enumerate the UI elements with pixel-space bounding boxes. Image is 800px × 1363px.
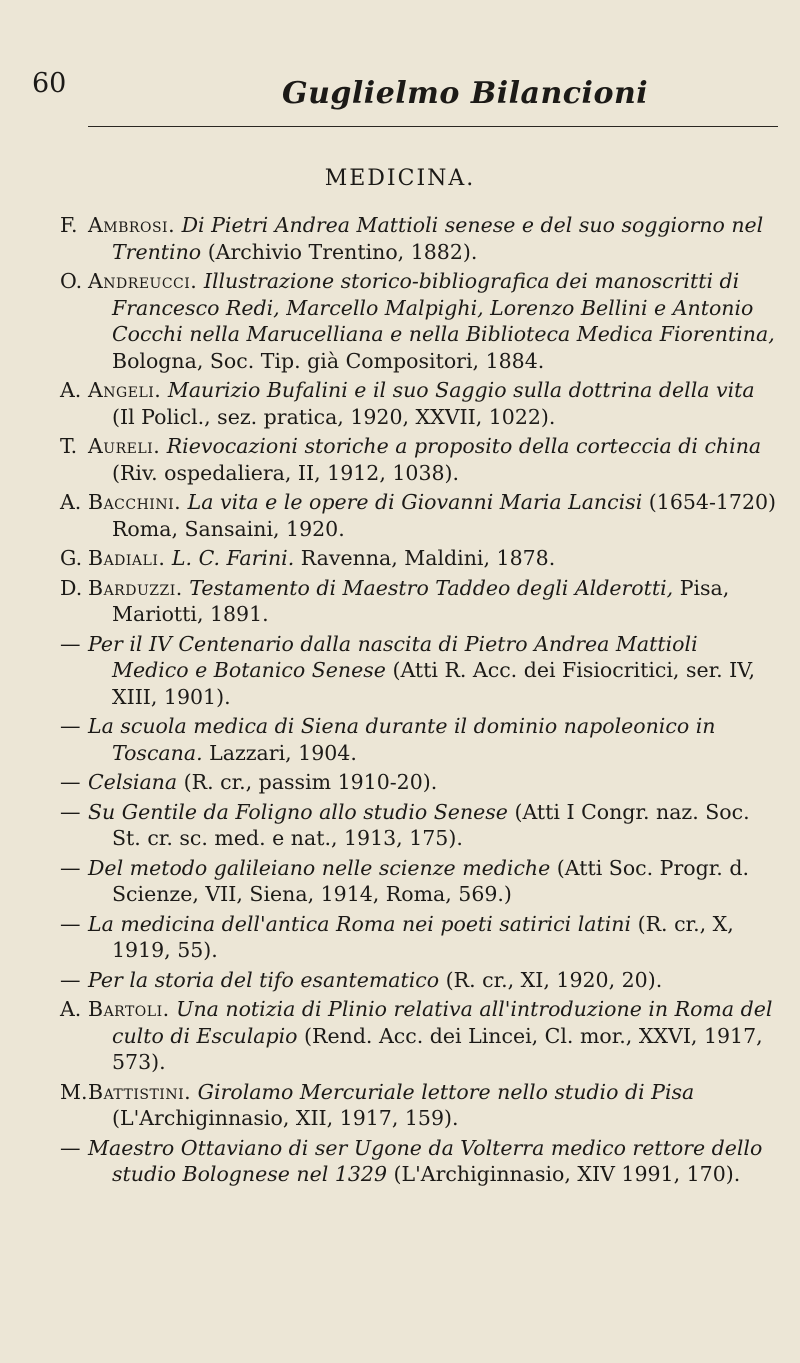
entry-details: (Il Policl., sez. pratica, 1920, XXVII, 1022).: [112, 404, 556, 429]
entry-title: Celsiana: [88, 770, 178, 794]
bibliography-entry: [60, 575, 780, 628]
entry-prefix: G.: [60, 546, 83, 570]
entry-prefix: —: [60, 855, 81, 880]
entry-author: Bacchini.: [88, 490, 182, 514]
entry-title: La scuola medica di Siena durante il dominio napoleonico in Toscana.: [88, 714, 716, 765]
entry-author: Angeli.: [88, 378, 162, 402]
bibliography-entry: [60, 433, 780, 486]
entry-prefix: A.: [60, 490, 82, 514]
entry-details: Pisa, Mariotti, 1891.: [112, 575, 730, 626]
bibliography-entry: [60, 713, 780, 766]
entry-prefix: —: [60, 770, 81, 794]
entry-details: (1654-1720) Roma, Sansaini, 1920.: [112, 490, 777, 541]
entry-title: La vita e le opere di Giovanni Maria Lancisi: [187, 490, 643, 514]
entry-details: (Archivio Trentino, 1882).: [207, 239, 478, 264]
entry-prefix: —: [60, 967, 81, 992]
entry-author: Bartoli.: [88, 997, 170, 1021]
entry-details: (R. cr., XI, 1920, 20).: [445, 967, 663, 992]
bibliography-entry: [60, 911, 780, 964]
entry-details: (Riv. ospedaliera, II, 1912, 1038).: [112, 460, 460, 485]
entry-title: Illustrazione storico-bibliografica dei manoscritti di Francesco Redi, Marcello Malpighi, Lorenzo Bellini e Antonio Cocchi nella Marucelliana e nella Biblioteca Medica Fiorentina,: [112, 269, 775, 346]
entry-title: Su Gentile da Foligno allo studio Senese: [88, 799, 508, 824]
entry-title: La medicina dell'antica Roma nei poeti satirici latini: [88, 911, 632, 936]
entry-title: Girolamo Mercuriale lettore nello studio di Pisa: [197, 1079, 695, 1104]
entry-details: (L'Archiginnasio, XIV 1991, 170).: [393, 1162, 741, 1186]
bibliography-entry: [60, 996, 780, 1076]
entry-author: Andreucci.: [88, 269, 198, 293]
bibliography-entry: [60, 545, 780, 572]
bibliography-entry: [60, 489, 780, 542]
bibliography-entry: [60, 1079, 780, 1132]
bibliography-entry: [60, 268, 780, 374]
entry-title: Maurizio Bufalini e il suo Saggio sulla dottrina della vita: [167, 378, 755, 402]
entry-details: (R. cr., X, 1919, 55).: [112, 911, 734, 962]
entry-author: Badiali.: [88, 546, 166, 570]
entry-prefix: T.: [60, 434, 78, 458]
entry-prefix: —: [60, 631, 81, 656]
running-title: Guglielmo Bilancioni: [282, 76, 649, 111]
entry-title: Per la storia del tifo esantematico: [88, 967, 440, 992]
entry-details: (Atti I Congr. naz. Soc. St. cr. sc. med. e nat., 1913, 175).: [112, 799, 750, 850]
entry-prefix: A.: [60, 378, 82, 402]
entry-author: Aureli.: [88, 434, 161, 458]
entry-prefix: A.: [60, 997, 82, 1021]
bibliography-entry: [60, 1135, 780, 1188]
entry-title: L. C. Farini.: [171, 546, 295, 570]
entry-prefix: —: [60, 1135, 81, 1160]
entry-author: Battistini.: [88, 1079, 192, 1104]
entry-prefix: —: [60, 911, 81, 936]
entry-details: (L'Archiginnasio, XII, 1917, 159).: [112, 1106, 459, 1130]
entry-details: (Rend. Acc. dei Lincei, Cl. mor., XXVI, 1917, 573).: [112, 1023, 763, 1074]
entry-title: Del metodo galileiano nelle scienze mediche: [88, 855, 551, 880]
bibliography-list: [60, 212, 780, 1191]
section-title: MEDICINA.: [324, 166, 476, 191]
entry-details: Ravenna, Maldini, 1878.: [300, 546, 556, 570]
entry-prefix: F.: [60, 213, 78, 237]
page-number: 60: [32, 68, 67, 99]
bibliography-entry: [60, 967, 780, 994]
bibliography-entry: [60, 799, 780, 852]
entry-details: (Atti R. Acc. dei Fisiocritici, ser. IV, XIII, 1901).: [112, 658, 756, 709]
entry-details: Lazzari, 1904.: [209, 740, 357, 765]
entry-prefix: O.: [60, 269, 83, 293]
entry-author: Ambrosi.: [88, 213, 176, 237]
entry-title: Una notizia di Plinio relativa all'introduzione in Roma del culto di Esculapio: [112, 997, 773, 1048]
entry-prefix: —: [60, 714, 81, 738]
entry-title: Testamento di Maestro Taddeo degli Alderotti,: [189, 575, 674, 600]
entry-prefix: —: [60, 799, 81, 824]
bibliography-entry: [60, 377, 780, 430]
entry-title: Per il IV Centenario dalla nascita di Pietro Andrea Mattioli Medico e Botanico Senese: [88, 631, 698, 682]
entry-details: (Atti Soc. Progr. d. Scienze, VII, Siena, 1914, Roma, 569.): [112, 855, 749, 906]
entry-title: Rievocazioni storiche a proposito della corteccia di china: [166, 434, 762, 458]
entry-title: Maestro Ottaviano di ser Ugone da Volterra medico rettore dello studio Bolognese nel 1329: [88, 1135, 763, 1186]
entry-details: (R. cr., passim 1910-20).: [183, 770, 438, 794]
entry-prefix: D.: [60, 575, 83, 600]
header-rule: [88, 126, 778, 127]
bibliography-entry: [60, 631, 780, 711]
bibliography-entry: [60, 769, 780, 796]
entry-details: Bologna, Soc. Tip. già Compositori, 1884.: [112, 348, 545, 373]
bibliography-entry: [60, 855, 780, 908]
entry-title: Di Pietri Andrea Mattioli senese e del suo soggiorno nel Trentino: [112, 213, 764, 264]
bibliography-entry: [60, 212, 780, 265]
entry-author: Barduzzi.: [88, 575, 183, 600]
entry-prefix: M.: [60, 1079, 88, 1104]
